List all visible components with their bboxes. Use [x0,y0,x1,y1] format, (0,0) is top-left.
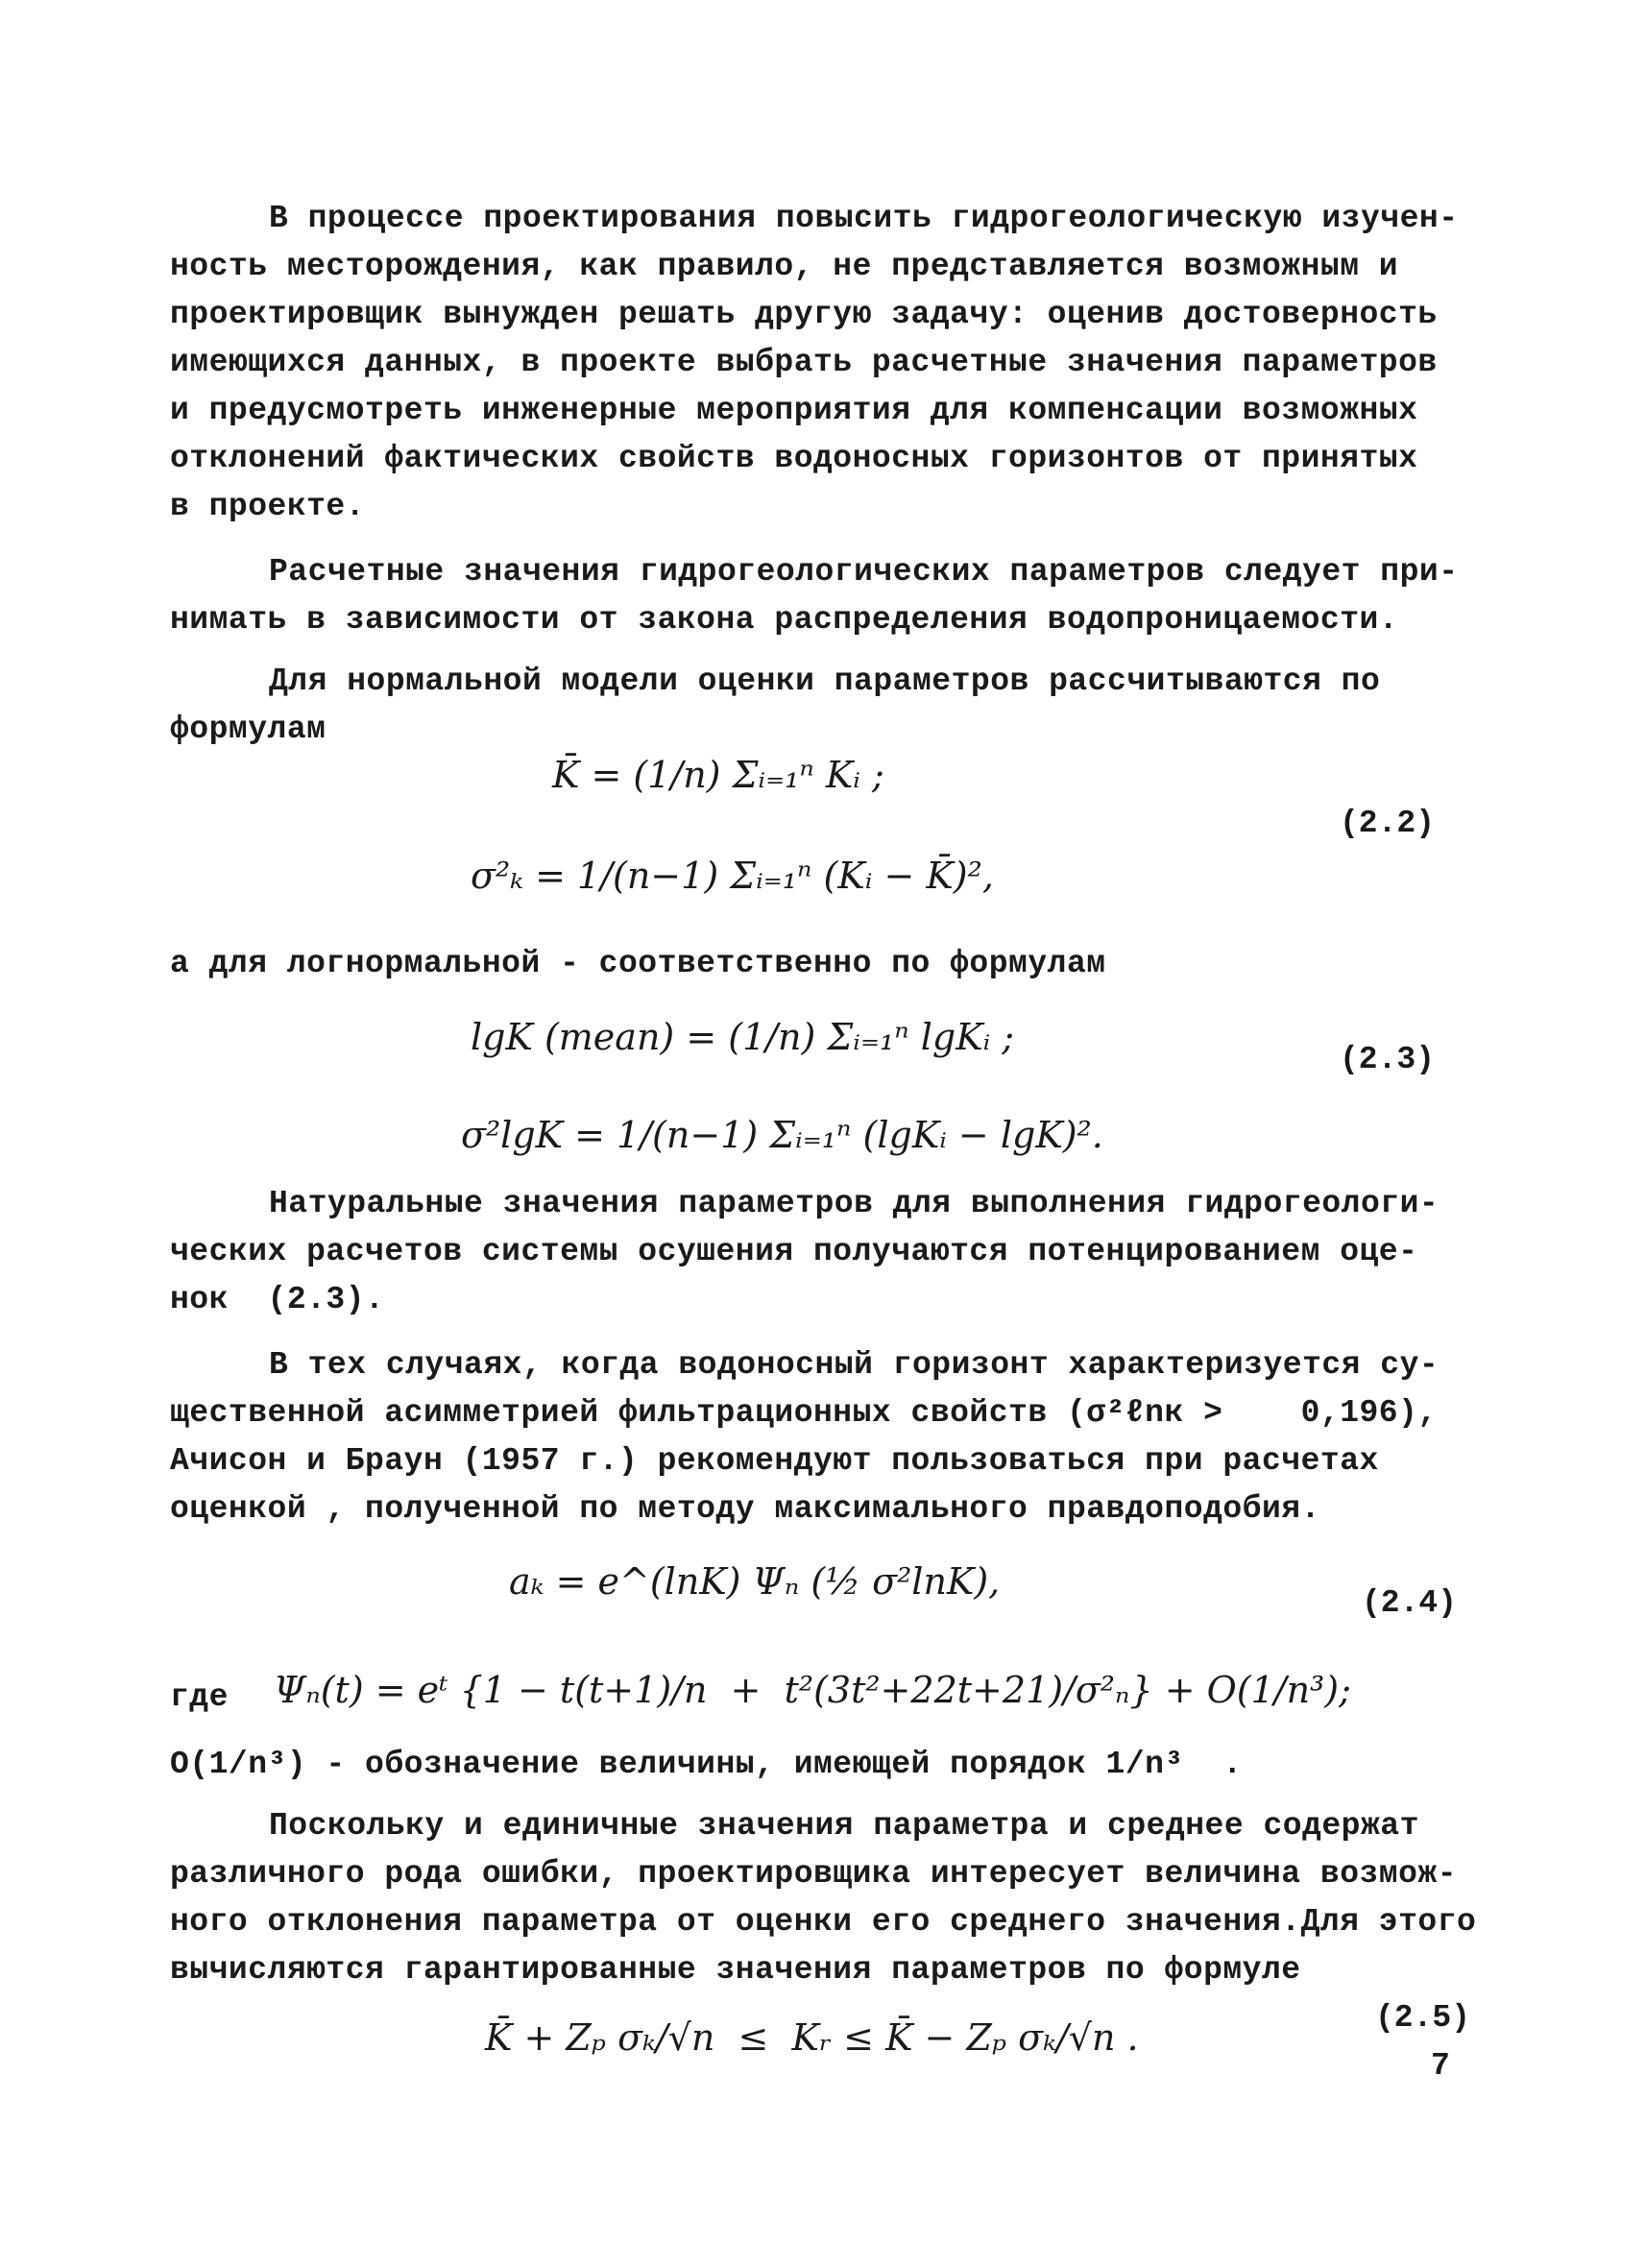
gde-word: где [170,1679,229,1715]
p1-line-4: имеющихся данных, в проекте выбрать расчетные значения параметров [170,345,1438,380]
p1-line-1: В процессе проектирования повысить гидрогеологическую изучен- [269,201,1459,236]
p1-line-7: в проекте. [170,489,366,524]
page-number: 7 [1431,2048,1450,2084]
p8-line-1: Поскольку и единичные значения параметра и среднее содержат [269,1808,1419,1844]
p4-line: а для логнормальной - соответственно по формулам [170,946,1106,981]
p2-line-1: Расчетные значения гидрогеологических параметров следует при- [269,554,1459,590]
p3-line-2: формулам [170,712,327,747]
p6-line-1: В тех случаях, когда водоносный горизонт характеризуется су- [269,1347,1439,1383]
p3-line-1: Для нормальной модели оценки параметров рассчитываются по [269,664,1381,699]
equation-2-4: aₖ = e^(lnK) Ψₙ (½ σ²lnK), [509,1560,1001,1603]
equation-number-2-2: (2.2) [1340,806,1436,841]
p5-line-1: Натуральные значения параметров для выполнения гидрогеологи- [269,1186,1439,1221]
p1-line-3: проектировщик вынужден решать другую задачу: оценив достоверность [170,297,1438,332]
order-note: O(1/n³) - обозначение величины, имеющей порядок 1/n³ . [170,1747,1243,1782]
equation-psi: Ψₙ(t) = eᵗ {1 − t(t+1)/n + t²(3t²+22t+21)/σ²ₙ} + O(1/n³); [274,1669,1351,1711]
equation-2-5: K̄ + Zₚ σₖ/√n ≤ Kᵣ ≤ K̄ − Zₚ σₖ/√n . [485,2016,1139,2059]
equation-2-3-variance: σ²lgK = 1/(n−1) Σᵢ₌₁ⁿ (lgKᵢ − lgK)². [461,1114,1103,1156]
equation-2-2-variance: σ²ₖ = 1/(n−1) Σᵢ₌₁ⁿ (Kᵢ − K̄)², [471,855,994,897]
p6-line-2: щественной асимметрией фильтрационных свойств (σ²ℓnк > 0,196), [170,1395,1438,1431]
p2-line-2: нимать в зависимости от закона распределения водопроницаемости. [170,602,1399,638]
equation-number-2-5: (2.5) [1375,2000,1471,2036]
equation-number-2-4: (2.4) [1362,1585,1458,1621]
equation-2-2-mean: K̄ = (1/n) Σᵢ₌₁ⁿ Kᵢ ; [552,754,884,796]
equation-2-3-mean: lgK (mean) = (1/n) Σᵢ₌₁ⁿ lgKᵢ ; [471,1016,1015,1058]
p5-line-2: ческих расчетов системы осушения получаются потенцированием оце- [170,1234,1418,1269]
p8-line-4: вычисляются гарантированные значения параметров по формуле [170,1952,1301,1988]
p1-line-2: ность месторождения, как правило, не представляется возможным и [170,249,1399,284]
p1-line-6: отклонений фактических свойств водоносных горизонтов от принятых [170,441,1418,476]
p6-line-4: оценкой , полученной по методу максимального правдоподобия. [170,1491,1320,1527]
p5-line-3: нок (2.3). [170,1282,385,1317]
p8-line-2: различного рода ошибки, проектировщика интересует величина возмож- [170,1856,1458,1892]
p8-line-3: ного отклонения параметра от оценки его среднего значения.Для этого [170,1904,1477,1940]
p1-line-5: и предусмотреть инженерные мероприятия для компенсации возможных [170,393,1418,428]
equation-number-2-3: (2.3) [1340,1042,1436,1077]
p6-line-3: Ачисон и Браун (1957 г.) рекомендуют пользоваться при расчетах [170,1443,1379,1479]
